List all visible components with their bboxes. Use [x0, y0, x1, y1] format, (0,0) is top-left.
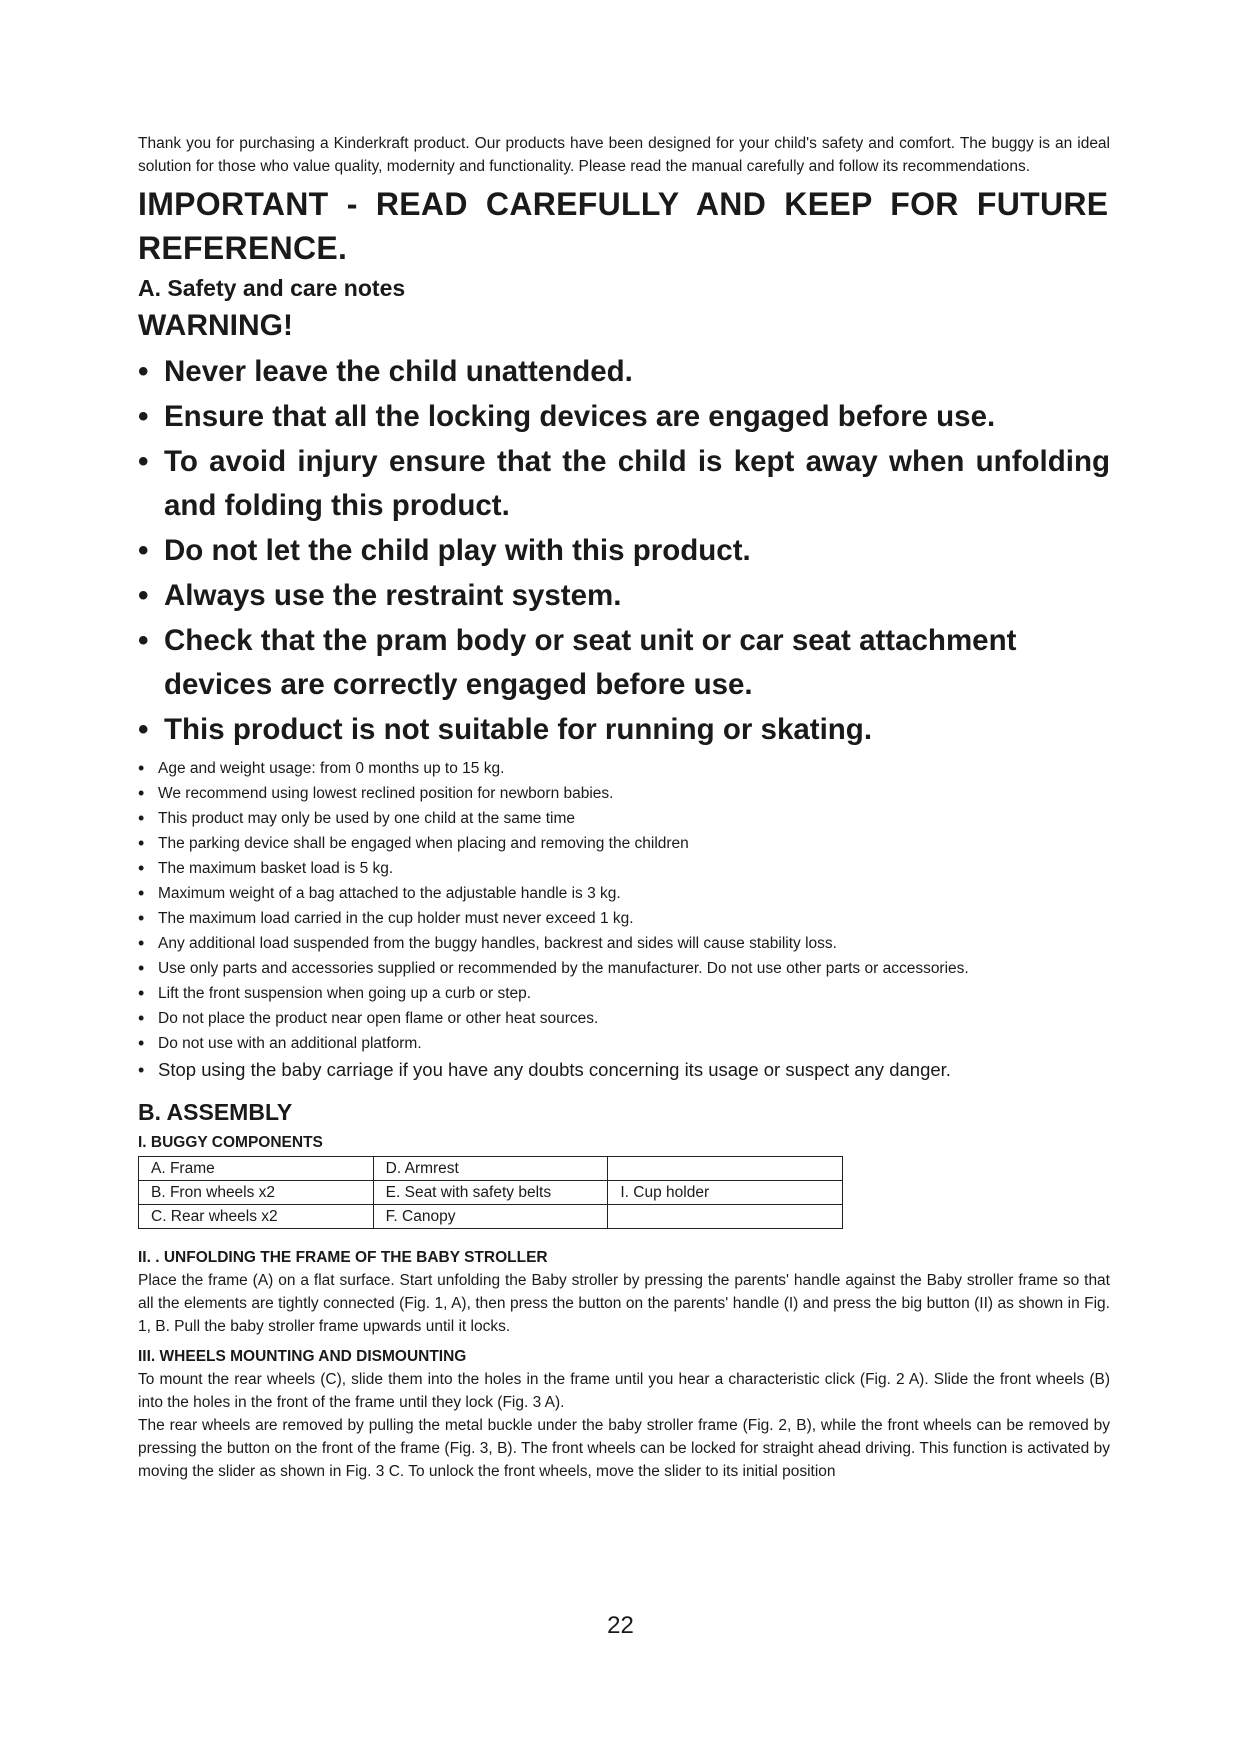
note-item: • Any additional load suspended from the buggy handles, backrest and sides will cause stability loss.	[138, 931, 1110, 956]
important-heading	[138, 182, 1110, 270]
warnings-list	[138, 350, 1110, 752]
components-table	[138, 1156, 843, 1229]
warning-item: • Check that the pram body or seat unit or car seat attachment devices are correctly engaged before use.	[138, 619, 1110, 707]
warning-item: • Do not let the child play with this product.	[138, 529, 1110, 573]
warning-item: • Never leave the child unattended.	[138, 350, 1110, 394]
table-cell: I. Cup holder	[608, 1181, 843, 1205]
table-cell	[608, 1205, 843, 1229]
unfolding-title: II. . UNFOLDING THE FRAME OF THE BABY STROLLER	[138, 1249, 548, 1266]
warning-item: • This product is not suitable for running or skating.	[138, 708, 1110, 752]
section-b-title: B. ASSEMBLY	[138, 1099, 293, 1125]
table-row	[139, 1181, 843, 1205]
note-item: • The parking device shall be engaged when placing and removing the children	[138, 831, 1110, 856]
notes-list	[138, 756, 1110, 1084]
warning-item: • Always use the restraint system.	[138, 574, 1110, 618]
note-item: • This product may only be used by one child at the same time	[138, 806, 1110, 831]
note-item: • The maximum basket load is 5 kg.	[138, 856, 1110, 881]
note-item: • Maximum weight of a bag attached to the adjustable handle is 3 kg.	[138, 881, 1110, 906]
table-cell	[608, 1157, 843, 1181]
manual-page	[138, 132, 1110, 1483]
table-cell: A. Frame	[139, 1157, 374, 1181]
note-item: • Stop using the baby carriage if you have any doubts concerning its usage or suspect any danger.	[138, 1056, 1110, 1084]
important-heading-line2: REFERENCE.	[138, 230, 348, 266]
note-item: • Use only parts and accessories supplied or recommended by the manufacturer. Do not use other parts or accessories.	[138, 956, 1110, 981]
wheels-paragraph-2: The rear wheels are removed by pulling the metal buckle under the baby stroller frame (Fig. 2, B), while the front wheels can be removed by pressing the button on the front of the frame (Fig. 3, B). The front wheels can be locked for straight ahead driving. This function is activated by moving the slider as shown in Fig. 3 C. To unlock the front wheels, move the slider to its initial position	[138, 1417, 1110, 1480]
warning-item: • To avoid injury ensure that the child is kept away when unfolding and folding this product.	[138, 440, 1110, 528]
note-item: • Lift the front suspension when going up a curb or step.	[138, 981, 1110, 1006]
warning-item: • Ensure that all the locking devices are engaged before use.	[138, 395, 1110, 439]
table-row	[139, 1205, 843, 1229]
note-item: • The maximum load carried in the cup holder must never exceed 1 kg.	[138, 906, 1110, 931]
wheels-title: III. WHEELS MOUNTING AND DISMOUNTING	[138, 1348, 467, 1365]
table-cell: D. Armrest	[373, 1157, 608, 1181]
table-cell: B. Fron wheels x2	[139, 1181, 374, 1205]
unfolding-paragraph: Place the frame (A) on a flat surface. Start unfolding the Baby stroller by pressing the parents' handle against the Baby stroller frame so that all the elements are tightly connected (Fig. 1, A), then press the button on the parents' handle (I) and press the big button (II) as shown in Fig. 1, B. Pull the baby stroller frame upwards until it locks.	[138, 1272, 1110, 1335]
note-item: • Age and weight usage: from 0 months up to 15 kg.	[138, 756, 1110, 781]
table-cell: F. Canopy	[373, 1205, 608, 1229]
table-row	[139, 1157, 843, 1181]
intro-paragraph: Thank you for purchasing a Kinderkraft product. Our products have been designed for your child's safety and comfort. The buggy is an ideal solution for those who value quality, modernity and functionality. Please read the manual carefully and follow its recommendations.	[138, 135, 1110, 175]
page-number: 22	[607, 1612, 634, 1639]
warning-title: WARNING!	[138, 309, 293, 342]
components-title: I. BUGGY COMPONENTS	[138, 1134, 323, 1151]
note-item: • Do not place the product near open flame or other heat sources.	[138, 1006, 1110, 1031]
note-item: • Do not use with an additional platform.	[138, 1031, 1110, 1056]
table-cell: E. Seat with safety belts	[373, 1181, 608, 1205]
important-heading-line1: IMPORTANT - READ CAREFULLY AND KEEP FOR FUTURE	[138, 186, 1109, 222]
section-a-title: A. Safety and care notes	[138, 275, 406, 301]
note-item: • We recommend using lowest reclined position for newborn babies.	[138, 781, 1110, 806]
table-cell: C. Rear wheels x2	[139, 1205, 374, 1229]
wheels-paragraph-1: To mount the rear wheels (C), slide them into the holes in the frame until you hear a characteristic click (Fig. 2 A). Slide the front wheels (B) into the holes in the front of the frame until they lock (Fig. 3 A).	[138, 1371, 1110, 1411]
